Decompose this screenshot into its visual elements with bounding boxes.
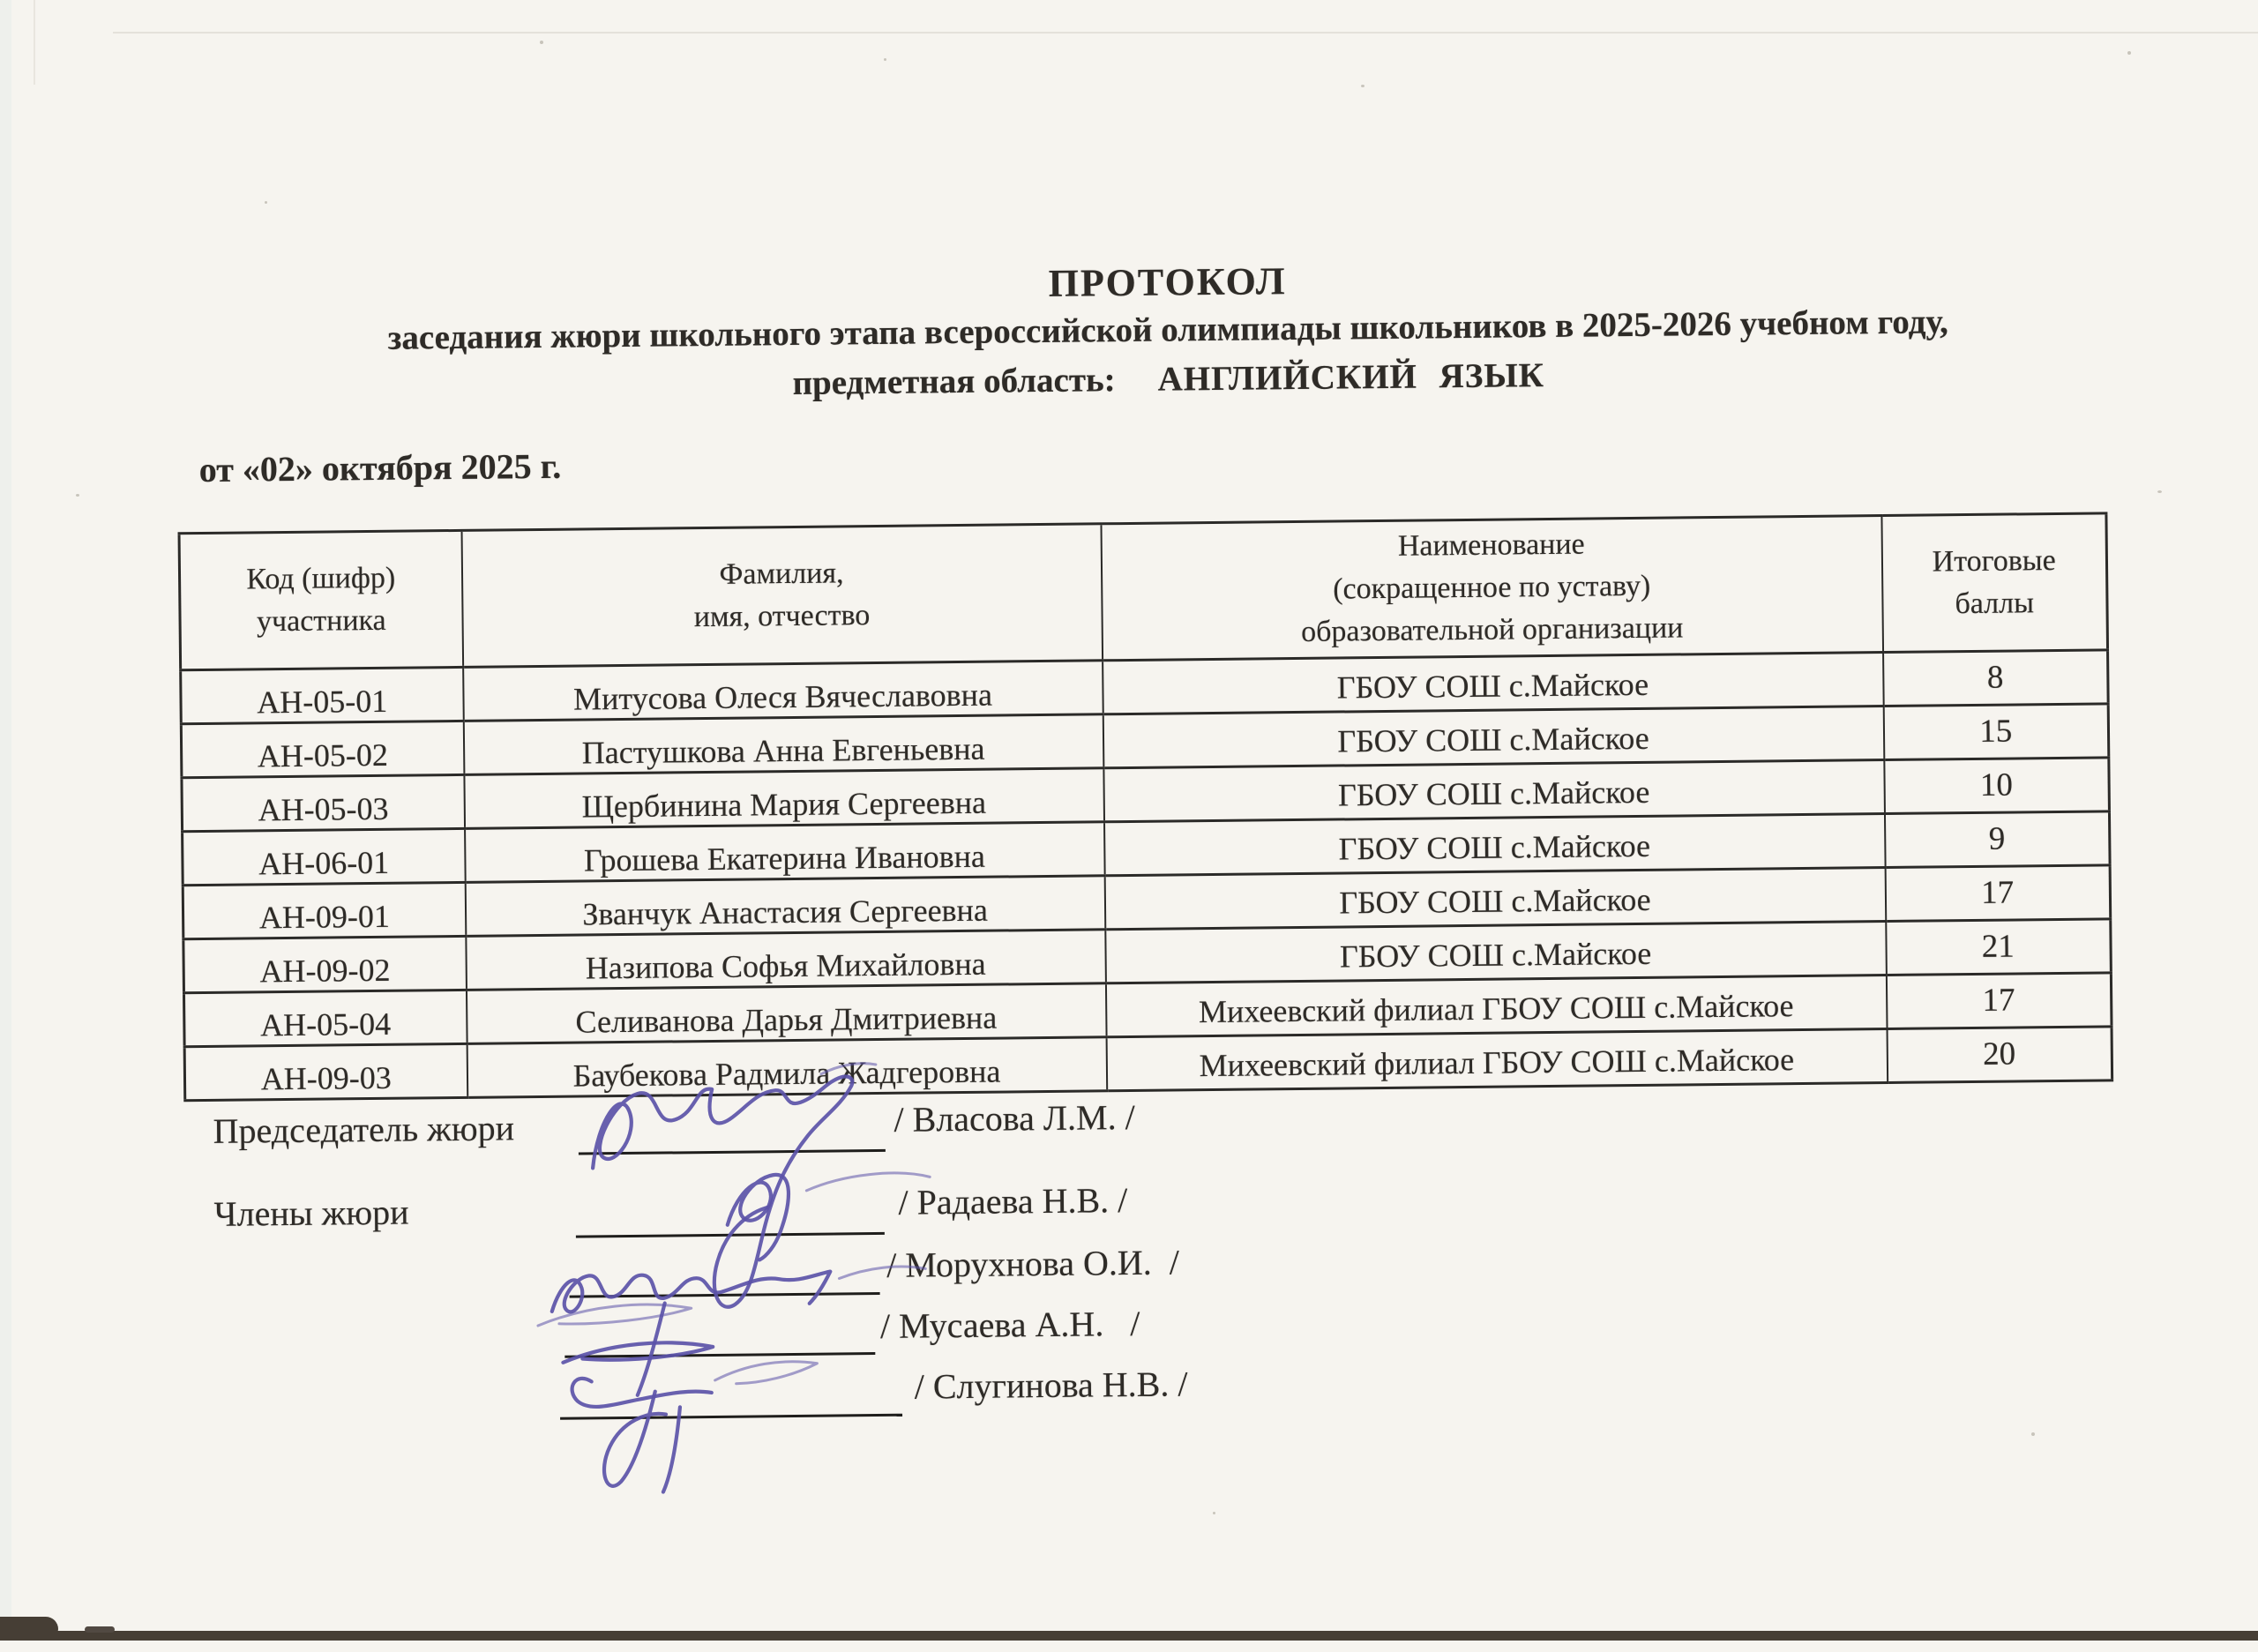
scan-edge-strip [0, 0, 11, 1641]
chair-label: Председатель жюри [213, 1108, 515, 1151]
scan-speck [884, 58, 886, 61]
cell-organization: ГБОУ СОШ с.Майское [1103, 706, 1884, 768]
cell-organization: Михеевский филиал ГБОУ СОШ с.Майское [1106, 1029, 1888, 1091]
cell-name: Баубекова Радмила Жадгеровна [467, 1037, 1107, 1098]
scan-edge-blob [85, 1626, 115, 1633]
column-header-name: Фамилия, имя, отчество [461, 524, 1103, 668]
cell-name: Пастушкова Анна Евгеньевна [463, 714, 1103, 775]
scan-speck [2157, 490, 2162, 493]
subject-label: предметная область: [792, 361, 1116, 402]
scan-edge-blob [0, 1617, 58, 1634]
member-name: / Слугинова Н.В. / [914, 1364, 1188, 1407]
cell-code: АН-05-01 [181, 667, 464, 723]
date-line: от «02» октября 2025 г. [198, 445, 562, 490]
cell-code: АН-05-04 [183, 990, 467, 1046]
participants-table [178, 512, 2114, 1102]
column-header-organization: Наименование (сокращенное по уставу) образовательной организации [1101, 516, 1883, 661]
cell-organization: ГБОУ СОШ с.Майское [1103, 653, 1884, 714]
cell-code: АН-09-01 [183, 882, 466, 938]
scan-speck [540, 41, 543, 44]
scan-edge-line [113, 32, 2258, 34]
cell-organization: ГБОУ СОШ с.Майское [1104, 868, 1886, 930]
scan-edge-line [34, 0, 35, 85]
cell-score: 21 [1886, 919, 2112, 976]
scan-speck [76, 494, 79, 497]
cell-score: 20 [1887, 1027, 2112, 1083]
cell-name: Назипова Софья Михайловна [466, 930, 1106, 990]
members-label: Члены жюри [213, 1192, 409, 1234]
cell-name: Щербинина Мария Сергеевна [464, 768, 1104, 829]
cell-name: Грошева Екатерина Ивановна [465, 822, 1105, 883]
cell-code: АН-09-03 [184, 1043, 467, 1100]
scan-speck [1213, 1512, 1215, 1514]
scan-speck [2031, 1432, 2035, 1436]
column-header-code: Код (шифр) участника [179, 530, 463, 669]
signature-line [570, 1292, 880, 1298]
cell-name: Митусова Олеся Вячеславовна [463, 661, 1103, 721]
cell-score: 17 [1886, 973, 2112, 1029]
table-header-row [179, 513, 2108, 670]
member-name: / Мусаева А.Н. / [879, 1303, 1140, 1346]
cell-score: 8 [1883, 650, 2109, 706]
cell-code: АН-06-01 [183, 828, 466, 885]
cell-score: 17 [1885, 865, 2111, 922]
member-name: / Радаева Н.В. / [898, 1180, 1128, 1222]
cell-organization: ГБОУ СОШ с.Майское [1103, 760, 1885, 822]
cell-code: АН-05-03 [182, 774, 465, 831]
signature-line [579, 1149, 886, 1155]
scan-edge-shadow [0, 1631, 2258, 1641]
scan-speck [265, 201, 267, 204]
member-name: / Морухнова О.И. / [886, 1242, 1180, 1285]
scan-speck [2127, 51, 2131, 55]
cell-score: 9 [1884, 811, 2110, 868]
cell-name: Званчук Анастасия Сергеевна [465, 876, 1105, 937]
column-header-score: Итоговые баллы [1881, 513, 2108, 653]
scan-speck [1361, 85, 1365, 87]
cell-code: АН-09-02 [183, 936, 467, 992]
cell-organization: ГБОУ СОШ с.Майское [1105, 922, 1887, 983]
subject-value: АНГЛИЙСКИЙ ЯЗЫК [1157, 356, 1545, 399]
cell-name: Селиванова Дарья Дмитриевна [466, 983, 1106, 1044]
cell-score: 15 [1883, 704, 2109, 760]
document-subtitle: заседания жюри школьного этапа всероссийской олимпиады школьников в 2025-2026 учебном году, [387, 303, 1948, 357]
member-signature-ink [523, 1267, 825, 1402]
cell-score: 10 [1884, 758, 2110, 814]
signature-line [576, 1232, 885, 1238]
signature-line [560, 1414, 902, 1420]
signature-line [564, 1352, 875, 1358]
cell-organization: ГБОУ СОШ с.Майское [1104, 814, 1886, 876]
cell-organization: Михеевский филиал ГБОУ СОШ с.Майское [1105, 976, 1887, 1037]
document-title: ПРОТОКОЛ [1048, 259, 1287, 305]
cell-code: АН-05-02 [181, 721, 464, 777]
chair-name: / Власова Л.М. / [893, 1096, 1135, 1140]
